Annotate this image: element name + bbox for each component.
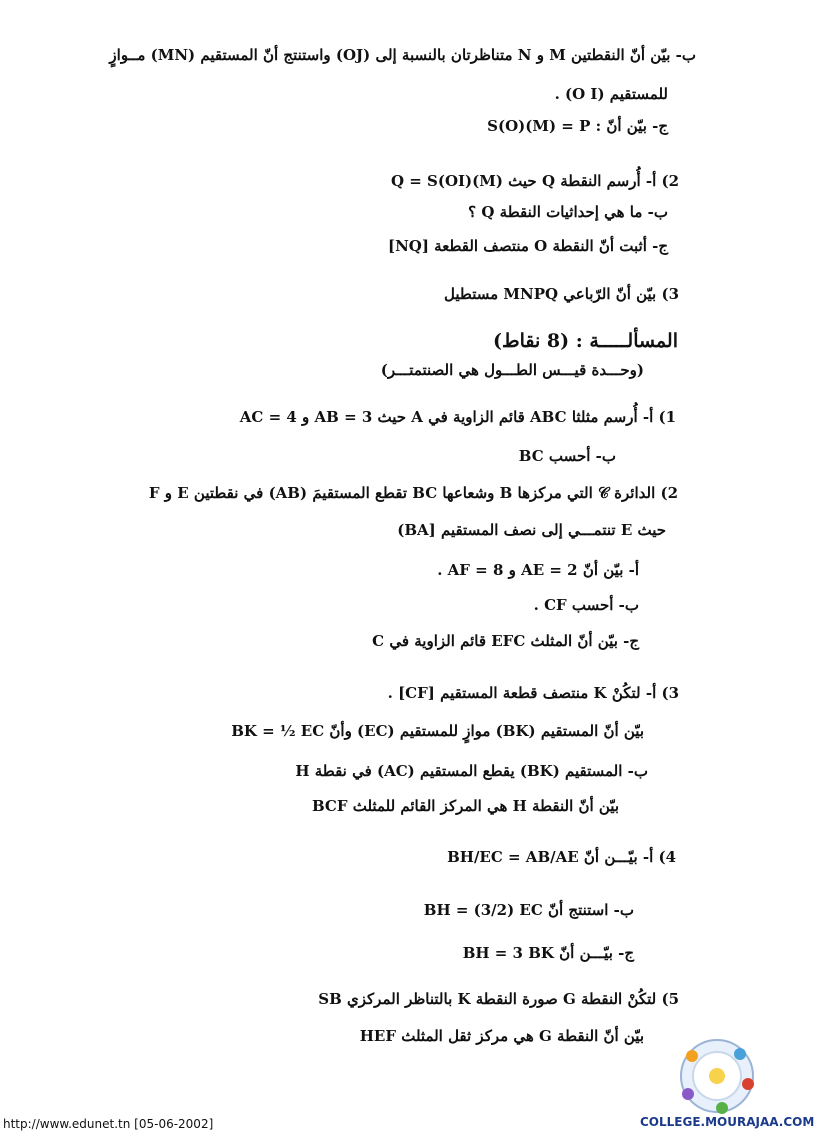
line-3: 3) بيّن أنّ الرّباعي MNPQ مستطيل [444, 285, 679, 303]
line-2c: ج- أثبت أنّ النقطة O منتصف القطعة [NQ] [387, 237, 668, 255]
logo-caption: COLLEGE.MOURAJAA.COM [640, 1115, 814, 1129]
p2-a: أ- بيّن أنّ AE = 2 و AF = 8 . [437, 561, 639, 579]
p2-where: حيث E تنتمـــي إلى نصف المستقيم [BA) [397, 521, 666, 539]
p2-c: ج- بيّن أنّ المثلث EFC قائم الزاوية في C [372, 632, 639, 650]
logo-emblem-icon [662, 1028, 768, 1118]
p4-a: 4) أ- بيّـــن أنّ BH/EC = AB/AE [447, 848, 676, 866]
line-2a: 2) أ- أُرسم النقطة Q حيث Q = S(OI)(M) [390, 172, 679, 190]
line-1c: ج- بيّن أنّ : S(O)(M) = P [487, 117, 668, 135]
unit-note: (وحـــدة قيـــس الطـــول هي الصنتمتـــر) [380, 361, 644, 379]
line-2b: ب- ما هي إحداثيات النقطة Q ؟ [468, 203, 668, 221]
p1-b: ب- أحسب BC [518, 447, 616, 465]
line-1b-cont: للمستقيم (O I) . [554, 85, 668, 103]
p4-b: ب- استنتج أنّ BH = (3/2) EC [423, 901, 634, 919]
footer-url-link[interactable]: http://www.edunet.tn [05-06-2002] [3, 1117, 214, 1131]
line-1b: ب- بيّن أنّ النقطتين M و N متناظرتان بالنسبة إلى (OJ) واستنتج أنّ المستقيم (MN) مــوازٍ [109, 46, 696, 64]
p3-a: 3) أ- لتكُنْ K منتصف قطعة المستقيم [CF] . [387, 684, 679, 702]
p5: 5) لتكُنْ النقطة G صورة النقطة K بالتناظر المركزي SB [318, 990, 679, 1008]
p3-a-show: بيّن أنّ المستقيم (BK) موازٍ للمستقيم (EC) وأنّ BK = ½ EC [231, 722, 644, 740]
p3-b-show: بيّن أنّ النقطة H هي المركز القائم للمثلث BCF [311, 797, 619, 815]
p4-c: ج- بيّـــن أنّ BH = 3 BK [462, 944, 634, 962]
p2-intro: 2) الدائرة 𝒞 التي مركزها B وشعاعها BC تقطع المستقيمَ (AB) في نقطتين E و F [148, 484, 678, 502]
p2-b: ب- أحسب CF . [533, 596, 639, 614]
p5-show: بيّن أنّ النقطة G هي مركز ثقل المثلث HEF [359, 1027, 644, 1045]
p3-b: ب- المستقيم (BK) يقطع المستقيم (AC) في نقطة H [295, 762, 648, 780]
p1-a: 1) أ- أُرسم مثلثا ABC قائم الزاوية في A حيث AB = 3 و AC = 4 [239, 408, 676, 426]
problem-heading: المسألـــــة : (8 نقاط) [493, 330, 678, 352]
site-logo [662, 1028, 768, 1118]
